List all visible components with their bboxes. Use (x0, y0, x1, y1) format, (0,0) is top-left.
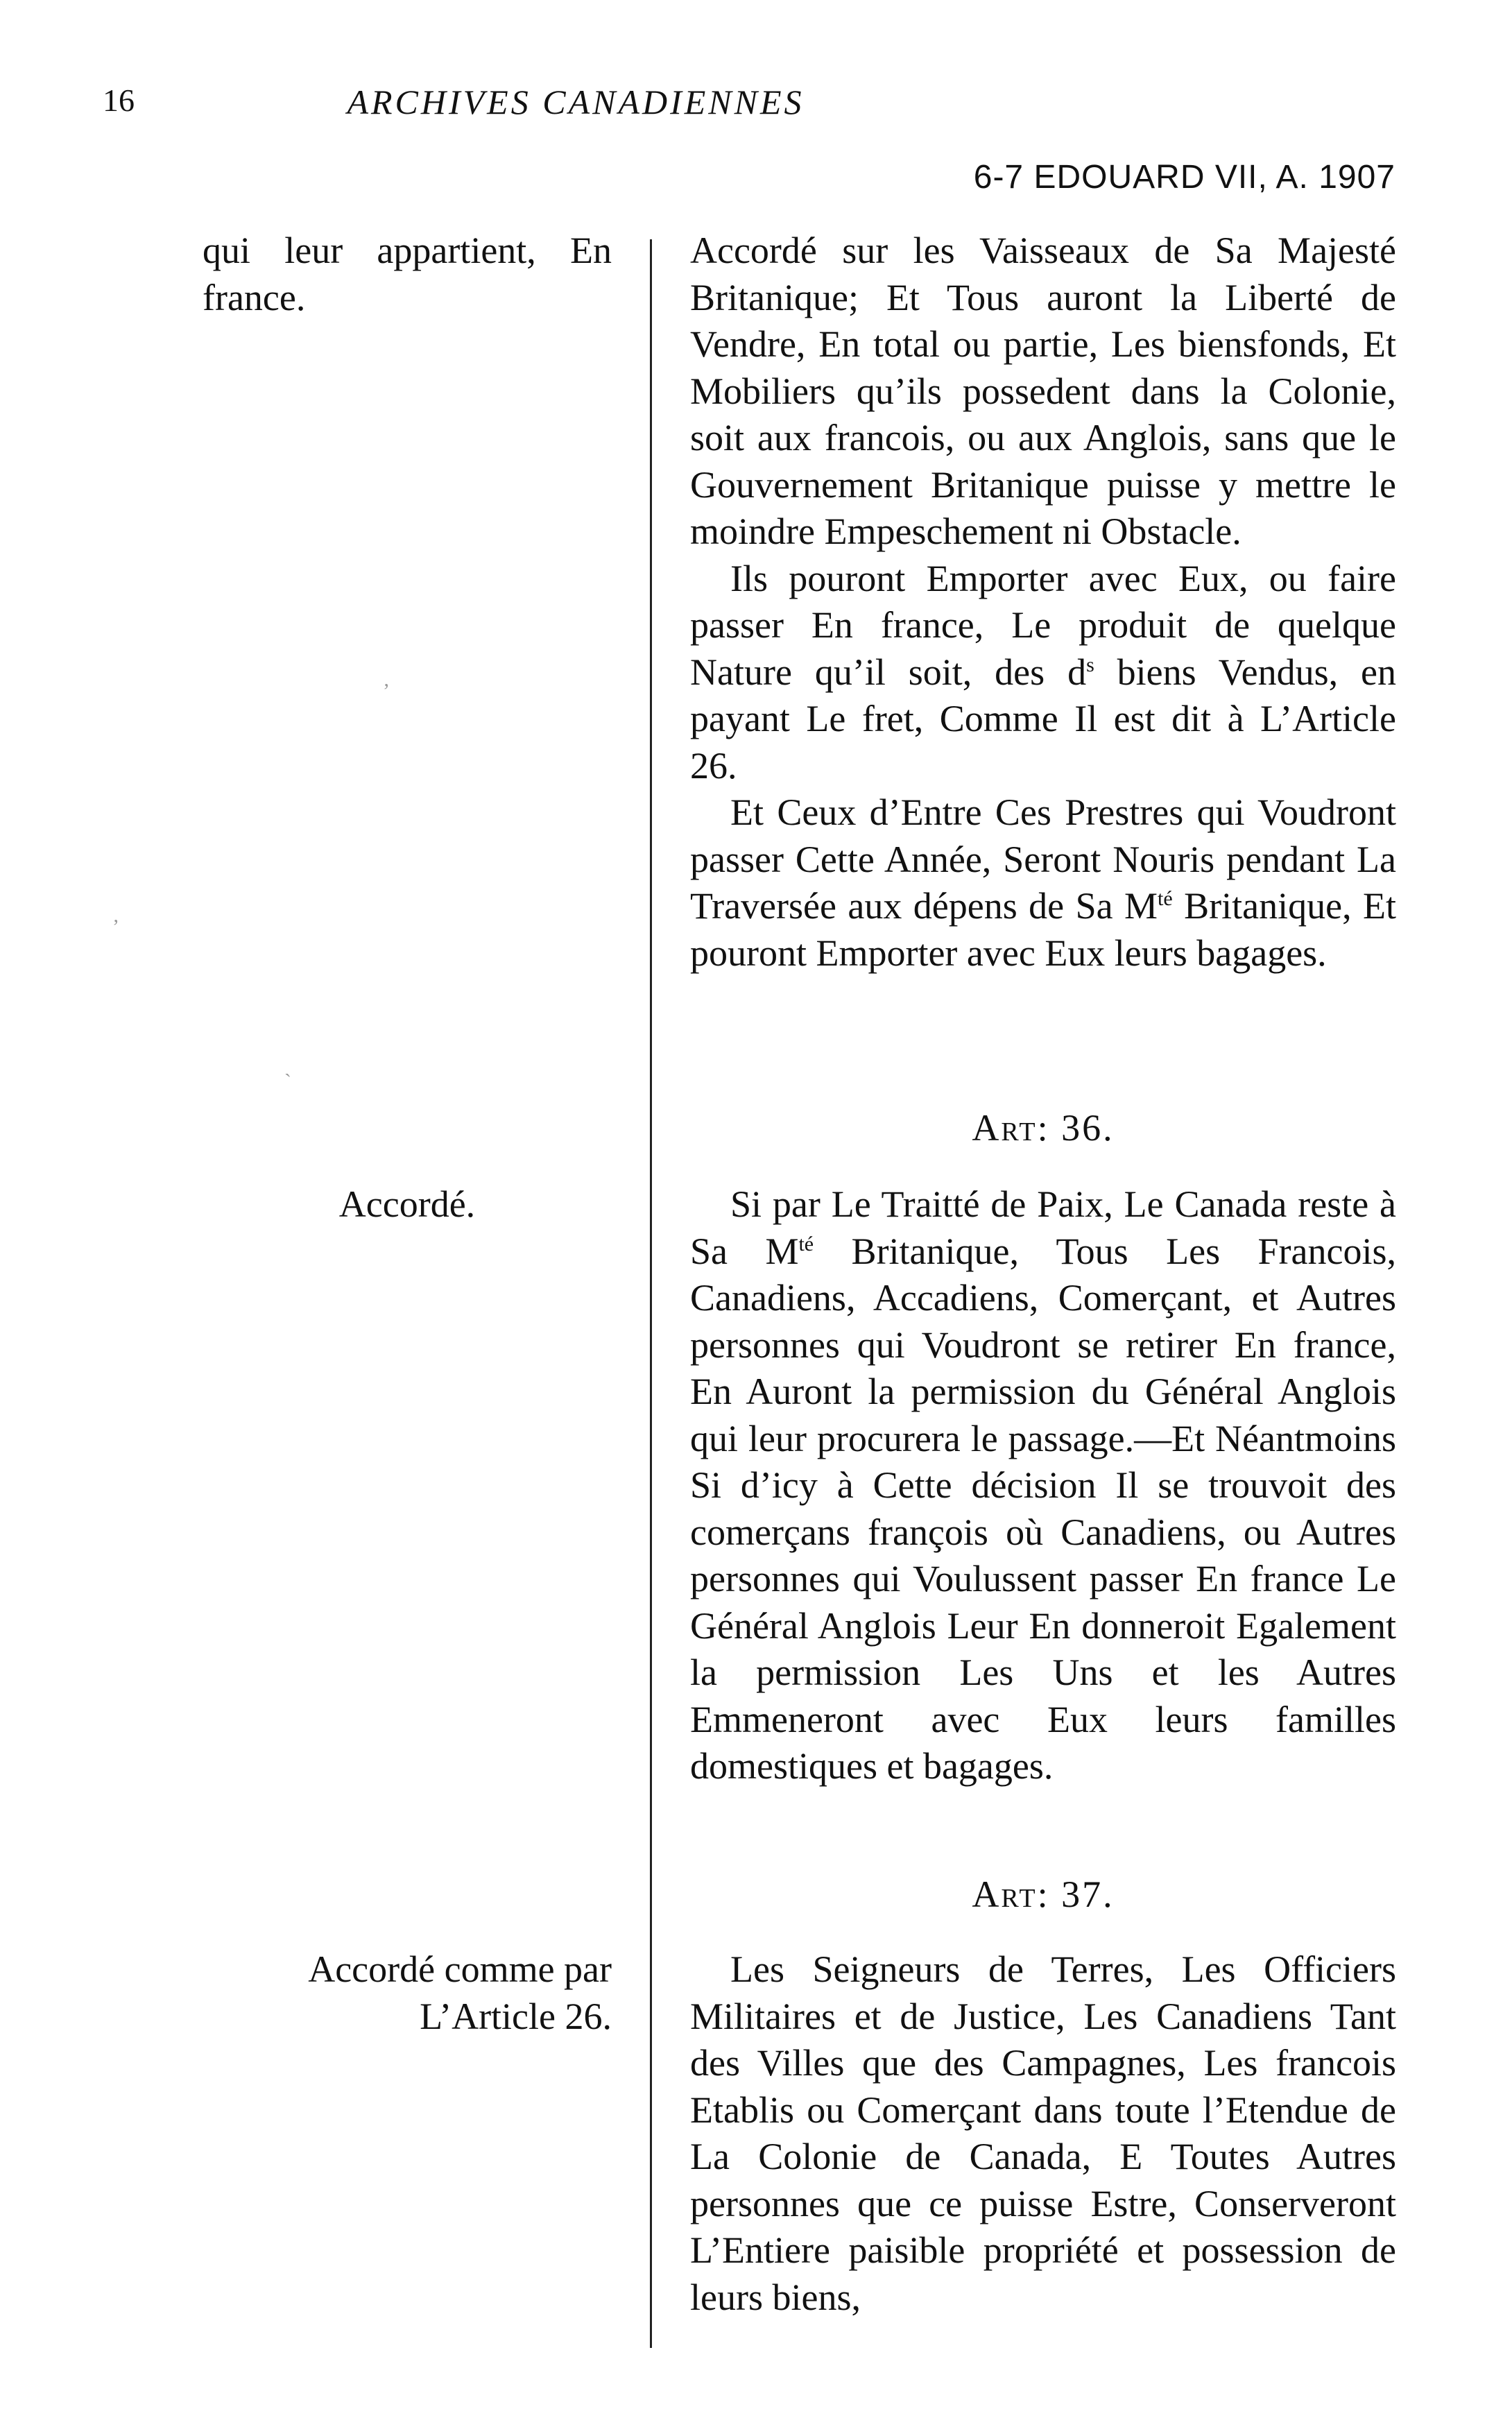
paragraph-3 (690, 789, 1396, 977)
column-divider (650, 239, 652, 2348)
paragraph-3-text-a: Et Ceux d’Entre Ces Prestres qui Voudront passer Cette Année, Seront Nouris pendant La Traversée aux dépens de Sa M (690, 791, 1396, 927)
left-note-3 (203, 1946, 612, 2040)
article-37-heading: Art: 37. (972, 1873, 1115, 1915)
left-note-3-text: Accordé comme par L’Article 26. (308, 1948, 612, 2037)
article-36-text-b: Britanique, Tous Les Francois, Canadiens, Accadiens, Comerçant, et Autres personnes qui Voudront se retirer En france, En Auront la permission du Général Anglois qui leur procurera le passage.—Et Néantmoins Si d’icy à Cette décision Il se trouvoit des comerçans françois où Canadiens, ou Autres personnes qui Voulussent passer En france Le Général Anglois Leur En donneroit Egalement la permission Les Uns et les Autres Emmeneront avec Eux leurs familles domestiques et bagages. (690, 1230, 1396, 1787)
paragraph-2-text-a: Ils pouront Emporter avec Eux, ou faire passer En france, Le produit de quelque Nature qu’il soit, des d (690, 557, 1396, 693)
paragraph-3-superscript: té (1158, 887, 1173, 910)
edition-line: 6-7 EDOUARD VII, A. 1907 (973, 159, 1395, 196)
article-36-paragraph (690, 1181, 1396, 1790)
paragraph-1: Accordé sur les Vaisseaux de Sa Majesté Britanique; Et Tous auront la Liberté de Vendre, En total ou partie, Les biensfonds, Et Mobiliers qu’ils possedent dans la Colonie, soit aux francois, ou aux Anglois, sans que le Gouvernement Britanique puisse y mettre le moindre Empeschement ni Obstacle. (690, 230, 1396, 552)
left-note-2 (203, 1181, 612, 1228)
scan-speck: ʼ (383, 680, 390, 703)
article-36-superscript: té (798, 1232, 814, 1255)
left-note-1-text: qui leur appartient, En france. (203, 230, 612, 318)
right-text-block-2 (690, 1181, 1396, 1790)
paragraph-3-text-b: Britanique, Et pouront Emporter avec Eux leurs bagages. (690, 885, 1396, 974)
paragraph-2-superscript: s (1086, 653, 1094, 676)
article-36-heading: Art: 36. (972, 1107, 1115, 1149)
article-36-text-a: Si par Le Traitté de Paix, Le Canada reste à Sa M (690, 1183, 1396, 1272)
paragraph-2-text-b: biens Vendus, en payant Le fret, Comme Il est dit à L’Article 26. (690, 651, 1396, 787)
page-number: 16 (103, 83, 135, 118)
scan-speck: ʼ (112, 916, 119, 938)
left-note-2-text: Accordé. (338, 1183, 476, 1225)
right-text-block-3 (690, 1946, 1396, 2321)
scan-speck: ˎ (284, 1054, 291, 1077)
right-text-block-1 (690, 228, 1396, 977)
running-title: ARCHIVES CANADIENNES (347, 83, 805, 121)
article-37-paragraph: Les Seigneurs de Terres, Les Officiers Militaires et de Justice, Les Canadiens Tant des Villes que des Campagnes, Les francois Etablis ou Comerçant dans toute l’Etendue de La Colonie de Canada, E Toutes Autres personnes que ce puisse Estre, Conserveront L’Entiere paisible propriété et possession de leurs biens, (690, 1948, 1396, 2318)
left-note-1 (203, 228, 612, 321)
paragraph-2 (690, 556, 1396, 790)
